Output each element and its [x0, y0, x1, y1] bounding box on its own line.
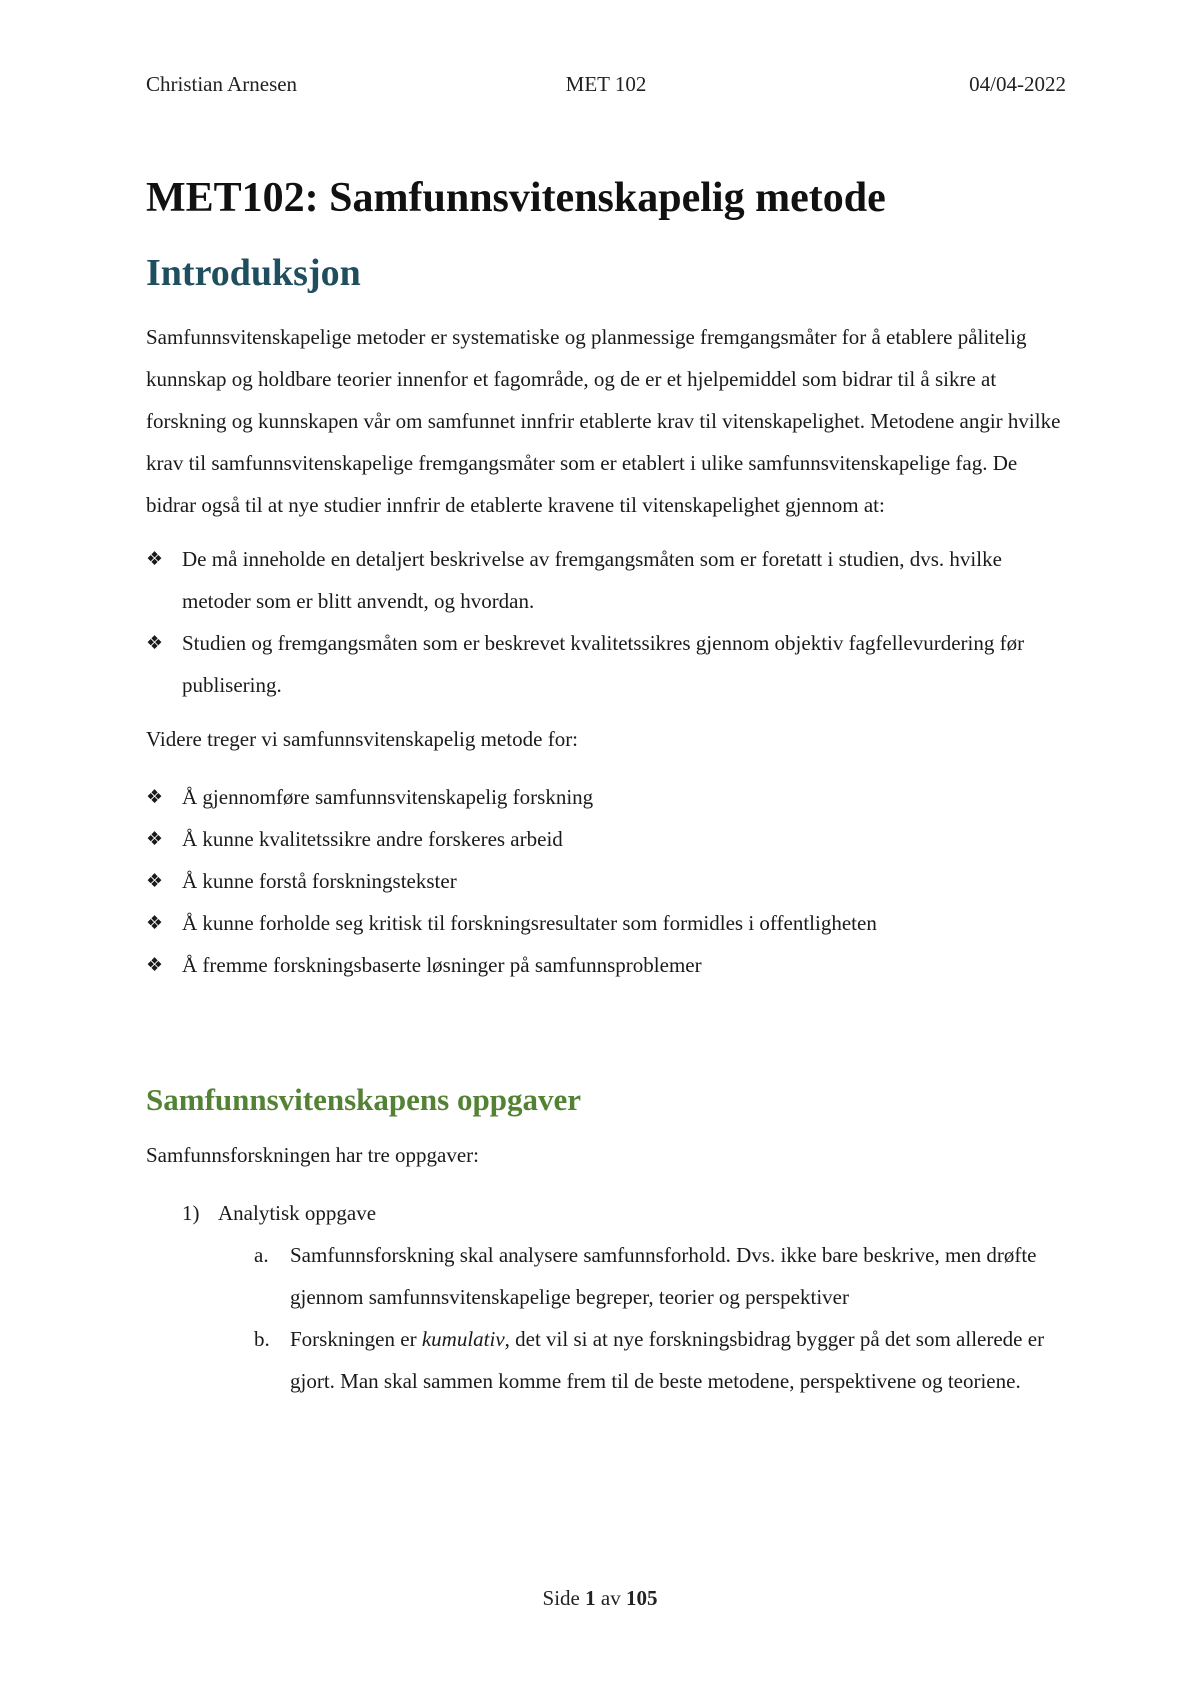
heading-introduksjon: Introduksjon: [146, 252, 361, 294]
diamond-bullet-icon: ❖: [146, 786, 164, 808]
section2-lead: Samfunnsforskningen har tre oppgaver:: [146, 1143, 479, 1167]
footer-prefix: Side: [542, 1586, 580, 1610]
document-title: MET102: Samfunnsvitenskapelig metode: [146, 175, 886, 221]
footer-page-number: 1: [585, 1586, 596, 1610]
sub-list-item: [146, 1318, 1072, 1402]
list-item: [146, 818, 1072, 860]
intro-bullet-list: [146, 538, 1072, 706]
list-item: [146, 776, 1072, 818]
diamond-bullet-icon: ❖: [146, 828, 164, 850]
document-body: [146, 170, 1072, 1402]
list-number: 1): [182, 1201, 200, 1225]
diamond-bullet-icon: ❖: [146, 870, 164, 892]
list-item: [146, 1192, 1072, 1234]
list-item-text: Å kunne forstå forskningstekster: [182, 869, 457, 893]
page-header: [146, 72, 1066, 102]
numbered-list: [146, 1192, 1072, 1402]
list-item-text: Analytisk oppgave: [218, 1201, 377, 1225]
list-item: [146, 538, 1072, 622]
sub-list-text-post: , det vil si at nye forskningsbidrag bygger på det som allerede er gjort. Man skal sammen komme frem til de beste metodene, perspektivene og teoriene.: [290, 1327, 1045, 1393]
diamond-bullet-icon: ❖: [146, 954, 164, 976]
header-course: MET 102: [565, 72, 647, 96]
diamond-bullet-icon: ❖: [146, 632, 164, 654]
list-item-text: Studien og fremgangsmåten som er beskrevet kvalitetssikres gjennom objektiv fagfellevurdering før publisering.: [182, 631, 1025, 697]
diamond-bullet-icon: ❖: [146, 912, 164, 934]
list-item-text: Å kunne kvalitetssikre andre forskeres arbeid: [182, 827, 563, 851]
sub-list: [146, 1234, 1072, 1402]
purpose-bullet-list: [146, 776, 1072, 986]
heading-samfunnsvitenskapens-oppgaver: Samfunnsvitenskapens oppgaver: [146, 1082, 581, 1117]
diamond-bullet-icon: ❖: [146, 548, 164, 570]
list-item: [146, 622, 1072, 706]
list-item-text: De må inneholde en detaljert beskrivelse av fremgangsmåten som er foretatt i studien, dvs. hvilke metoder som er blitt anvendt, og hvordan.: [182, 547, 1002, 613]
sub-list-letter: b.: [254, 1327, 270, 1351]
list-item-text: Å fremme forskningsbaserte løsninger på samfunnsproblemer: [182, 953, 702, 977]
page-footer: [0, 1586, 1200, 1611]
sub-list-item: [146, 1234, 1072, 1318]
sub-list-letter: a.: [254, 1243, 269, 1267]
header-author: Christian Arnesen: [146, 72, 298, 96]
list-item: [146, 944, 1072, 986]
intro-paragraph: Samfunnsvitenskapelige metoder er systematiske og planmessige fremgangsmåter for å etablere pålitelig kunnskap og holdbare teorier innenfor et fagområde, og de er et hjelpemiddel som bidrar til å sikre at forskning og kunnskapen vår om samfunnet innfrir etablerte krav til vitenskapelighet. Metodene angir hvilke krav til samfunnsvitenskapelige fremgangsmåter som er etablert i ulike samfunnsvitenskapelige fag. De bidrar også til at nye studier innfrir de etablerte kravene til vitenskapelighet gjennom at:: [146, 325, 1061, 517]
footer-total-pages: 105: [625, 1586, 658, 1610]
header-date: 04/04-2022: [969, 72, 1066, 96]
list-item-text: Å gjennomføre samfunnsvitenskapelig forskning: [182, 785, 594, 809]
list-item-text: Å kunne forholde seg kritisk til forskningsresultater som formidles i offentligheten: [182, 911, 877, 935]
sub-list-text-pre: Forskningen er: [290, 1327, 422, 1351]
intro-lead2: Videre treger vi samfunnsvitenskapelig metode for:: [146, 727, 579, 751]
list-item: [146, 860, 1072, 902]
emphasis-kumulativ: kumulativ: [421, 1327, 505, 1351]
footer-middle: av: [600, 1586, 621, 1610]
sub-list-text: Samfunnsforskning skal analysere samfunnsforhold. Dvs. ikke bare beskrive, men drøfte gjennom samfunnsvitenskapelige begreper, teorier og perspektiver: [290, 1243, 1037, 1309]
list-item: [146, 902, 1072, 944]
